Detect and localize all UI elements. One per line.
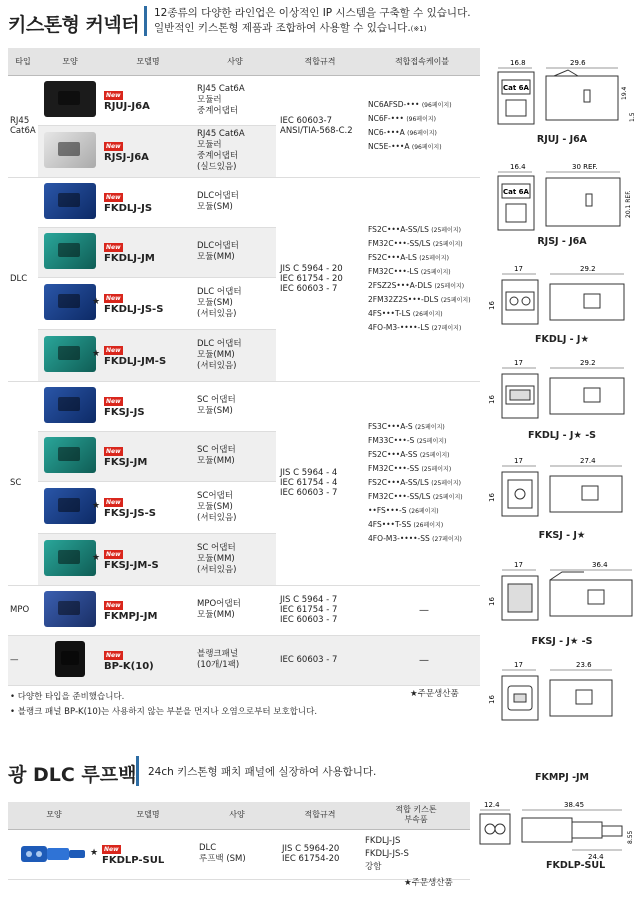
header-desc-line2: 일반적인 키스톤형 제품과 조합하여 사용할 수 있습니다. bbox=[154, 22, 411, 34]
list-item: 4FS•••T-LS (26페이지) bbox=[368, 309, 443, 318]
rjuj-drawing-icon bbox=[488, 56, 636, 134]
blank-panel-icon bbox=[55, 641, 85, 677]
standard-sc: JIS C 5964 - 4 IEC 61754 - 4 IEC 60603 - 7 bbox=[276, 381, 364, 585]
table-row: ★ New FKSJ-JS-S SC어댑터 모듈(SM) (셔터있음) bbox=[8, 481, 480, 533]
rjsj-drawing-icon bbox=[488, 160, 636, 238]
list-item: 4FO-M3-••••-LS (27페이지) bbox=[368, 323, 462, 332]
new-badge: New bbox=[106, 498, 121, 506]
new-badge: New bbox=[106, 243, 121, 251]
standard-rj45: IEC 60603-7 ANSI/TIA-568-C.2 bbox=[276, 75, 364, 177]
svg-text:16: 16 bbox=[488, 695, 496, 704]
col-header-model: 모델명 bbox=[100, 802, 196, 829]
new-badge: New bbox=[106, 346, 121, 354]
model-name: FKDLJ-JM-S bbox=[104, 355, 167, 367]
svg-text:16: 16 bbox=[488, 597, 496, 606]
model-name: FKSJ-JS-S bbox=[104, 507, 156, 519]
table-row: New RJSJ-J6A RJ45 Cat6A 모듈러 중계어댑터 (실드있음) bbox=[8, 125, 480, 177]
fkmpj-drawing-icon bbox=[488, 658, 636, 722]
rj45-black-jack-icon bbox=[44, 81, 96, 117]
model-name: BP-K(10) bbox=[104, 660, 154, 672]
list-item: ••FS•••-S (26페이지) bbox=[368, 506, 439, 515]
new-badge: New bbox=[106, 91, 121, 99]
cable-none-mpo: — bbox=[364, 585, 480, 635]
svg-text:16: 16 bbox=[488, 395, 496, 404]
table-row: SC New FKSJ-JS SC 어댑터 모듈(SM) JIS C 5964 - 4 IEC 61754 - 4 IEC 60603 - 7 FS3C•••A-S (25페이지) FM33C•••-S (25페이지) FS2C•••A-SS (25페이지) FM32C•••-SS (25페이지) FS2C•••A-SS/LS (25페이지) FM32C•••-SS/LS (25페이지) ••FS•••-S (26페이지) 4FS•••T-SS (26페이지) 4FO-M3-••••-SS (27페이지) bbox=[8, 381, 480, 431]
list-item: 2FM32Z2S•••-DLS (25페이지) bbox=[368, 295, 471, 304]
svg-text:19.4: 19.4 bbox=[621, 86, 628, 100]
order-made-star-icon: ★ bbox=[92, 501, 101, 511]
page-header bbox=[8, 4, 628, 44]
svg-text:23.6: 23.6 bbox=[576, 661, 592, 669]
table-row: DLC New FKDLJ-JS DLC어댑터 모듈(SM) JIS C 5964 - 20 IEC 61754 - 20 IEC 60603 - 7 FS2C•••A-SS/LS (25페이지) FM32C•••-SS/LS (25페이지) FS2C•••A-LS (25페이지) FM32C•••-LS (25페이지) 2FSZ2S•••A-DLS (25페이지) 2FM32Z2S•••-DLS (25페이지) 4FS•••T-LS (26페이지) 4FO-M3-••••-LS (27페이지) bbox=[8, 177, 480, 227]
list-item: NC6F-••• (96페이지) bbox=[368, 114, 437, 123]
table-row: ★ New FKDLJ-JS-S DLC 어댑터 모듈(SM) (셔터있음) bbox=[8, 277, 480, 329]
table-row: New FKSJ-JM SC 어댑터 모듈(MM) bbox=[8, 431, 480, 481]
new-badge: New bbox=[106, 193, 121, 201]
svg-text:29.2: 29.2 bbox=[580, 359, 596, 367]
svg-text:17: 17 bbox=[514, 561, 523, 569]
new-badge: New bbox=[106, 550, 121, 558]
svg-text:30 REF.: 30 REF. bbox=[572, 163, 598, 171]
model-name: FKMPJ-JM bbox=[104, 610, 158, 622]
list-item: 2FSZ2S•••A-DLS (25페이지) bbox=[368, 281, 465, 290]
standard-bp: IEC 60603 - 7 bbox=[276, 635, 364, 685]
col-header-shape: 모양 bbox=[38, 48, 102, 75]
col-header-standard: 적합규격 bbox=[276, 48, 364, 75]
list-item: 4FS•••T-SS (26페이지) bbox=[368, 520, 444, 529]
drawing-rjsj bbox=[488, 160, 636, 247]
new-badge: New bbox=[106, 447, 121, 455]
type-other: — bbox=[8, 635, 38, 685]
svg-text:16: 16 bbox=[488, 493, 496, 502]
dlc-blue-shutter-adapter-icon bbox=[44, 284, 96, 320]
model-name: FKDLP-SUL bbox=[102, 854, 165, 866]
standard-mpo: JIS C 5964 - 7 IEC 61754 - 7 IEC 60603 - 7 bbox=[276, 585, 364, 635]
type-dlc: DLC bbox=[8, 177, 38, 381]
order-made-note: ★주문생산품 bbox=[404, 878, 453, 888]
col-header-cable: 적합접속케이블 bbox=[364, 48, 480, 75]
header-desc-note: (※1) bbox=[410, 25, 427, 33]
header-description bbox=[154, 6, 471, 37]
dlc-teal-adapter-icon bbox=[44, 233, 96, 269]
list-item: FS2C•••A-SS/LS (25페이지) bbox=[368, 225, 461, 234]
mpo-adapter-icon bbox=[44, 591, 96, 627]
col-header-type: 타입 bbox=[8, 48, 38, 75]
drawing-fkdlj bbox=[488, 262, 636, 345]
list-item: FM33C•••-S (25페이지) bbox=[368, 436, 447, 445]
drawing-label: FKSJ - J★ bbox=[538, 530, 586, 541]
order-made-star-icon: ★ bbox=[90, 848, 99, 858]
list-item: NC6-•••A (96페이지) bbox=[368, 128, 437, 137]
drawing-rjuj bbox=[488, 56, 636, 145]
fkdlj-s-drawing-icon bbox=[488, 356, 636, 428]
svg-text:1.5: 1.5 bbox=[629, 112, 636, 122]
list-item: FM32C•••-SS (25페이지) bbox=[368, 464, 452, 473]
type-mpo: MPO bbox=[8, 585, 38, 635]
note-item: • 블랭크 패널 BP-K(10)는 사용하지 않는 부분을 먼지나 오염으로부터 보호합니다. bbox=[10, 707, 318, 717]
type-sc: SC bbox=[8, 381, 38, 585]
header-desc-line1: 12종류의 다양한 라인업은 이상적인 IP 시스템을 구축할 수 있습니다. bbox=[154, 7, 471, 19]
svg-text:29.6: 29.6 bbox=[570, 59, 586, 67]
keystone-connector-table bbox=[8, 48, 480, 686]
fksj-drawing-icon bbox=[488, 454, 636, 526]
col-header-shape: 모양 bbox=[8, 802, 100, 829]
sc-blue-shutter-adapter-icon bbox=[44, 488, 96, 524]
svg-text:36.4: 36.4 bbox=[592, 561, 608, 569]
order-made-note: ★주문생산품 bbox=[410, 689, 459, 699]
list-item: NC5E-•••A (96페이지) bbox=[368, 142, 442, 151]
svg-text:24.4: 24.4 bbox=[588, 853, 604, 861]
drawing-label: RJUJ - J6A bbox=[536, 134, 588, 145]
new-badge: New bbox=[106, 142, 121, 150]
svg-text:29.2: 29.2 bbox=[580, 265, 596, 273]
col-header-model: 모델명 bbox=[102, 48, 194, 75]
drawing-fksj-s bbox=[488, 558, 636, 647]
fksj-s-drawing-icon bbox=[488, 558, 636, 630]
svg-text:17: 17 bbox=[514, 661, 523, 669]
section2-title: 광 DLC 루프백 bbox=[8, 764, 137, 786]
new-badge: New bbox=[106, 651, 121, 659]
drawing-label: RJSJ - J6A bbox=[537, 236, 587, 247]
model-name: RJUJ-J6A bbox=[104, 100, 150, 112]
cable-list-dlc bbox=[364, 177, 480, 381]
table-row: ★ New FKDLP-SUL DLC 루프백 (SM) JIS C 5964-20 IEC 61754-20 FKDLJ-JS FKDLJ-JS-S 강함 bbox=[8, 829, 470, 879]
svg-text:Cat 6A: Cat 6A bbox=[503, 84, 529, 92]
svg-text:16: 16 bbox=[488, 301, 496, 310]
svg-text:17: 17 bbox=[514, 457, 523, 465]
model-name: FKSJ-JM bbox=[104, 456, 148, 468]
cable-none-bp: — bbox=[364, 635, 480, 685]
table-row: New FKDLJ-JM DLC어댑터 모듈(MM) bbox=[8, 227, 480, 277]
dlc-blue-adapter-icon bbox=[44, 183, 96, 219]
table-row: ★ New FKDLJ-JM-S DLC 어댑터 모듈(MM) (셔터있음) bbox=[8, 329, 480, 381]
cable-list-sc bbox=[364, 381, 480, 585]
drawing-label: FKDLP-SUL bbox=[546, 860, 606, 871]
drawing-label: FKSJ - J★ -S bbox=[531, 636, 593, 647]
table-row: MPO New FKMPJ-JM MPO어댑터 모듈(MM) JIS C 5964 - 7 IEC 61754 - 7 IEC 60603 - 7 — bbox=[8, 585, 480, 635]
svg-text:8.55: 8.55 bbox=[627, 830, 634, 844]
rj45-shielded-jack-icon bbox=[44, 132, 96, 168]
col-header-keystone: 적합 키스톤 부속품 bbox=[362, 802, 470, 829]
list-item: FM32C•••-SS/LS (25페이지) bbox=[368, 239, 463, 248]
type-rj45: RJ45 Cat6A bbox=[8, 75, 38, 177]
list-item: FS2C•••A-SS/LS (25페이지) bbox=[368, 478, 461, 487]
order-made-star-icon: ★ bbox=[92, 553, 101, 563]
list-item: FM32C•••-LS (25페이지) bbox=[368, 267, 451, 276]
fkdlj-drawing-icon bbox=[488, 262, 636, 334]
model-name: FKSJ-JS bbox=[104, 406, 145, 418]
table-header-row bbox=[8, 48, 480, 75]
title-accent-bar bbox=[144, 6, 147, 36]
section2-accent-bar bbox=[136, 756, 139, 786]
note-item: • 다양한 타입을 준비했습니다. bbox=[10, 692, 125, 702]
loopback-table bbox=[8, 802, 470, 880]
list-item: 4FO-M3-••••-SS (27페이지) bbox=[368, 534, 462, 543]
list-item: FS2C•••A-LS (25페이지) bbox=[368, 253, 449, 262]
sc-teal-adapter-icon bbox=[44, 437, 96, 473]
drawing-fkdlp-sul bbox=[476, 798, 636, 871]
cable-list-rj45 bbox=[364, 75, 480, 177]
drawing-fkmpj bbox=[488, 658, 636, 783]
order-made-star-icon: ★ bbox=[92, 297, 101, 307]
drawing-fksj bbox=[488, 454, 636, 541]
col-header-spec: 사양 bbox=[196, 802, 278, 829]
section2-description: 24ch 키스톤형 패치 패널에 실장하여 사용합니다. bbox=[148, 766, 377, 778]
dlc-loopback-icon bbox=[19, 836, 89, 870]
model-name: FKDLJ-JM bbox=[104, 252, 155, 264]
svg-text:27.4: 27.4 bbox=[580, 457, 596, 465]
list-item: NC6AFSD-••• (96페이지) bbox=[368, 100, 452, 109]
new-badge: New bbox=[106, 601, 121, 609]
drawing-fkdlj-s bbox=[488, 356, 636, 441]
notes bbox=[10, 690, 317, 720]
list-item: FM32C•••-SS/LS (25페이지) bbox=[368, 492, 463, 501]
fkdlp-sul-drawing-icon bbox=[476, 798, 636, 862]
sc-teal-shutter-adapter-icon bbox=[44, 540, 96, 576]
page-title: 키스톤형 커넥터 bbox=[8, 14, 140, 36]
model-name: RJSJ-J6A bbox=[104, 151, 149, 163]
model-name: FKDLJ-JS-S bbox=[104, 303, 164, 315]
svg-text:Cat 6A: Cat 6A bbox=[503, 188, 529, 196]
svg-text:20.1 REF.: 20.1 REF. bbox=[625, 190, 632, 218]
svg-text:16.8: 16.8 bbox=[510, 59, 526, 67]
new-badge: New bbox=[106, 294, 121, 302]
drawing-label: FKDLJ - J★ bbox=[535, 334, 589, 345]
list-item: FS2C•••A-SS (25페이지) bbox=[368, 450, 450, 459]
table-row: ★ New FKSJ-JM-S SC 어댑터 모듈(MM) (셔터있음) bbox=[8, 533, 480, 585]
svg-text:38.45: 38.45 bbox=[564, 801, 585, 809]
table-header-row bbox=[8, 802, 470, 829]
table-row: RJ45 Cat6A New RJUJ-J6A RJ45 Cat6A 모듈러 중계어댑터 IEC 60603-7 ANSI/TIA-568-C.2 NC6AFSD-••• (96페이지) NC6F-••• (96페이지) NC6-•••A (96페이지) NC5E-•••A (96페이지) bbox=[8, 75, 480, 125]
standard-dlc: JIS C 5964 - 20 IEC 61754 - 20 IEC 60603 - 7 bbox=[276, 177, 364, 381]
dlc-teal-shutter-adapter-icon bbox=[44, 336, 96, 372]
new-badge: New bbox=[106, 397, 121, 405]
order-made-star-icon: ★ bbox=[92, 349, 101, 359]
col-header-standard: 적합규격 bbox=[278, 802, 362, 829]
svg-text:17: 17 bbox=[514, 359, 523, 367]
svg-text:12.4: 12.4 bbox=[484, 801, 500, 809]
drawing-label: FKDLJ - J★ -S bbox=[527, 430, 597, 441]
sc-blue-adapter-icon bbox=[44, 387, 96, 423]
list-item: FS3C•••A-S (25페이지) bbox=[368, 422, 445, 431]
drawing-label: FKMPJ -JM bbox=[534, 772, 590, 783]
col-header-spec: 사양 bbox=[194, 48, 276, 75]
svg-text:17: 17 bbox=[514, 265, 523, 273]
new-badge: New bbox=[104, 845, 119, 853]
model-name: FKDLJ-JS bbox=[104, 202, 153, 214]
table-row: — New BP-K(10) 블랭크패널 (10개/1팩) IEC 60603 - 7 — bbox=[8, 635, 480, 685]
model-name: FKSJ-JM-S bbox=[104, 559, 159, 571]
svg-text:16.4: 16.4 bbox=[510, 163, 526, 171]
